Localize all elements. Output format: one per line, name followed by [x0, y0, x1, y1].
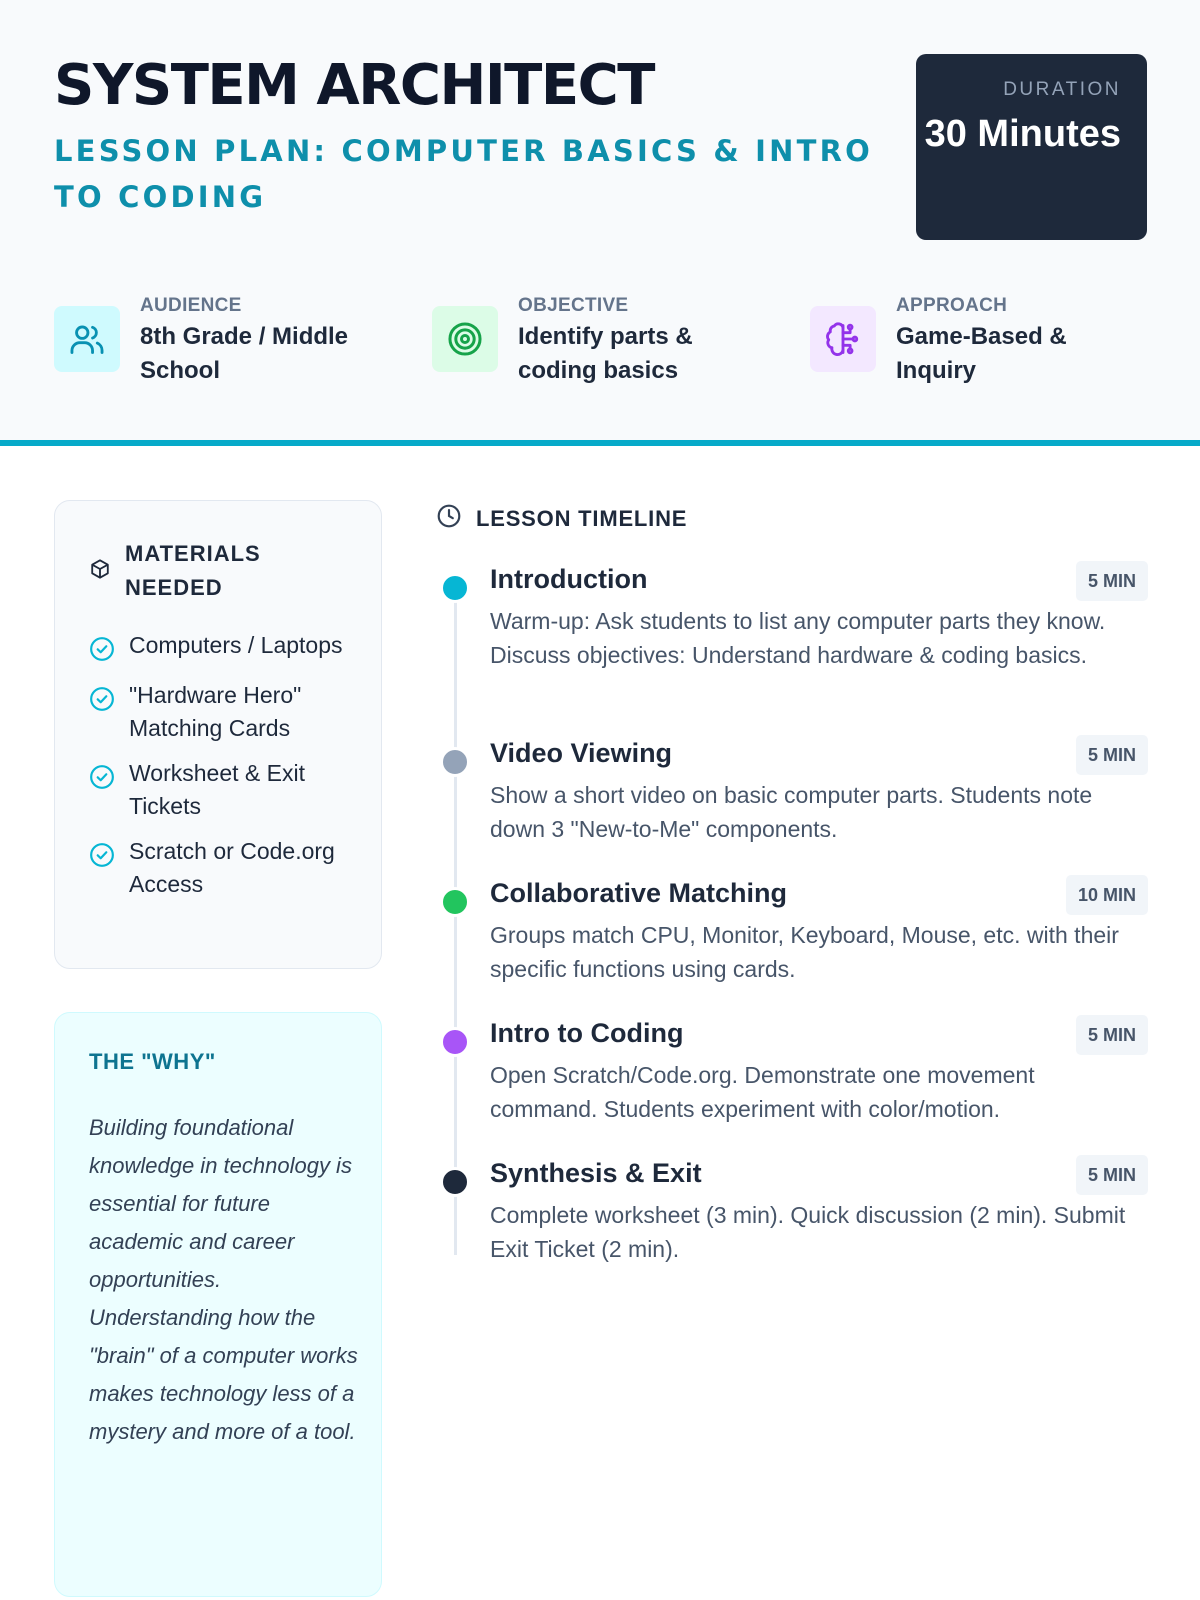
- material-label: "Hardware Hero" Matching Cards: [129, 682, 302, 741]
- duration-label: DURATION: [1003, 79, 1121, 100]
- list-item: [89, 757, 359, 823]
- why-card: [54, 1012, 382, 1597]
- meta-value: Identify parts & coding basics: [518, 323, 693, 384]
- lesson-header: [0, 0, 1200, 440]
- users-icon: [54, 306, 120, 372]
- step-duration-badge: 5 MIN: [1076, 1155, 1148, 1195]
- list-item: [89, 679, 359, 745]
- step-name: Video Viewing: [490, 738, 673, 768]
- header-divider: [0, 440, 1200, 446]
- duration-value: 30 Minutes: [924, 113, 1121, 155]
- check-circle-icon: [89, 842, 115, 873]
- step-description: Open Scratch/Code.org. Demonstrate one movement command. Students experiment with color/motion.: [490, 1062, 1035, 1122]
- meta-label: APPROACH: [896, 295, 1008, 316]
- meta-audience: [54, 296, 380, 388]
- material-label: Computers / Laptops: [129, 632, 343, 658]
- timeline-dot: [440, 1027, 470, 1057]
- meta-objective: [432, 296, 758, 388]
- step-name: Synthesis & Exit: [490, 1158, 702, 1188]
- meta-approach: [810, 296, 1136, 388]
- materials-card: [54, 500, 382, 969]
- meta-label: OBJECTIVE: [518, 295, 629, 316]
- timeline-dot: [440, 747, 470, 777]
- step-name: Intro to Coding: [490, 1018, 684, 1048]
- materials-list: [89, 629, 359, 913]
- timeline-dot: [440, 887, 470, 917]
- timeline-dot: [440, 573, 470, 603]
- material-label: Worksheet & Exit Tickets: [129, 760, 305, 819]
- step-description: Groups match CPU, Monitor, Keyboard, Mouse, etc. with their specific functions using cards.: [490, 922, 1119, 982]
- material-label: Scratch or Code.org Access: [129, 838, 335, 897]
- list-item: [89, 835, 359, 901]
- list-item: [89, 629, 359, 667]
- duration-box: [916, 54, 1147, 240]
- page-subtitle: LESSON PLAN: COMPUTER BASICS & INTRO TO CODING: [54, 134, 873, 214]
- timeline-title: LESSON TIMELINE: [476, 505, 688, 531]
- brain-icon: [810, 306, 876, 372]
- check-circle-icon: [89, 686, 115, 717]
- check-circle-icon: [89, 764, 115, 795]
- step-description: Warm-up: Ask students to list any computer parts they know. Discuss objectives: Understand hardware & coding basics.: [490, 608, 1106, 668]
- step-description: Complete worksheet (3 min). Quick discussion (2 min). Submit Exit Ticket (2 min).: [490, 1202, 1126, 1262]
- meta-value: Game-Based & Inquiry: [896, 323, 1067, 384]
- step-name: Introduction: [490, 564, 648, 594]
- timeline-dot: [440, 1167, 470, 1197]
- timeline-line: [454, 590, 457, 1255]
- step-duration-badge: 5 MIN: [1076, 561, 1148, 601]
- check-circle-icon: [89, 636, 115, 667]
- why-body: Building foundational knowledge in technology is essential for future academic and career opportunities. Understanding how the "brain" of a computer works makes technology less of a mystery and more of a tool.: [89, 1115, 358, 1444]
- meta-value: 8th Grade / Middle School: [140, 323, 349, 384]
- step-duration-badge: 10 MIN: [1066, 875, 1148, 915]
- target-icon: [432, 306, 498, 372]
- step-name: Collaborative Matching: [490, 878, 788, 908]
- box-icon: [89, 558, 111, 585]
- clock-icon: [436, 503, 462, 534]
- materials-title: MATERIALS NEEDED: [125, 541, 261, 600]
- meta-label: AUDIENCE: [140, 295, 242, 316]
- step-description: Show a short video on basic computer parts. Students note down 3 "New-to-Me" components.: [490, 782, 1093, 842]
- why-title: THE "WHY": [89, 1049, 216, 1074]
- page-title: SYSTEM ARCHITECT: [54, 53, 654, 118]
- step-duration-badge: 5 MIN: [1076, 1015, 1148, 1055]
- timeline-header: [436, 503, 687, 534]
- step-duration-badge: 5 MIN: [1076, 735, 1148, 775]
